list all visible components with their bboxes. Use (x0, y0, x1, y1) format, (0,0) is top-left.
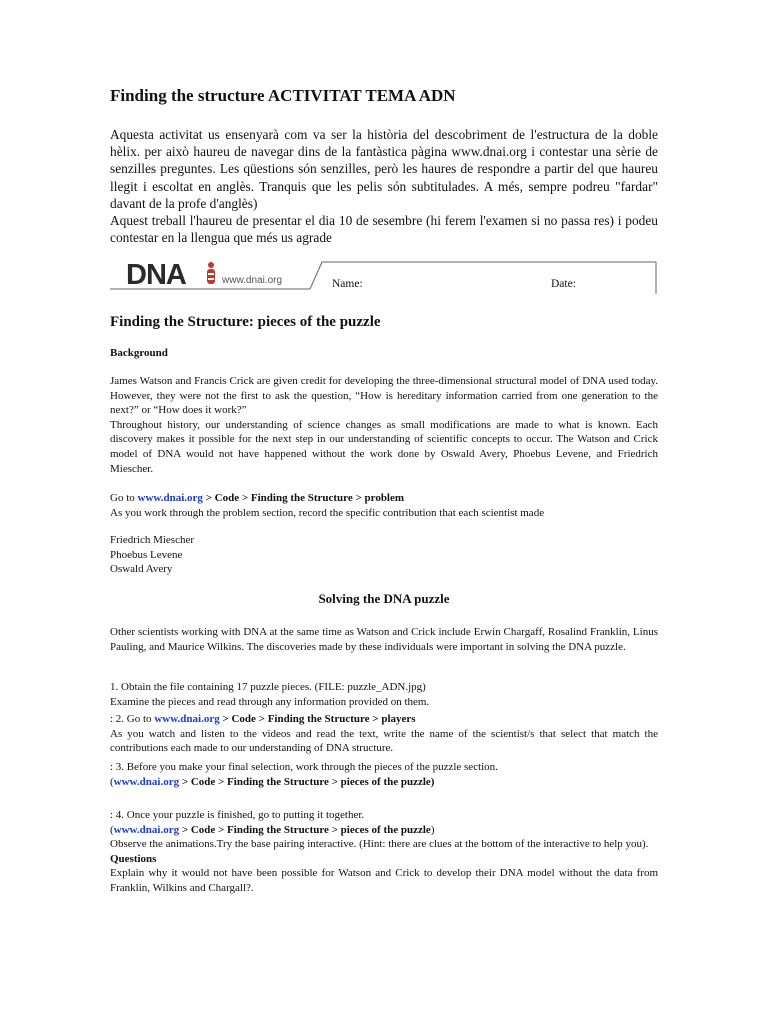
logo-url: www.dnai.org (222, 275, 283, 286)
background-heading: Background (110, 347, 168, 359)
step-4: : 4. Once your puzzle is finished, go to putting it together. (www.dnai.org > Code > Finding the Structure > pieces of the puzzle) Observe the animations.Try the base pairing interactive. (Hint: there are clues at the bottom of the interactive to help you). Questions Explain why it would not have been possible for Watson and Crick to develop their DNA model without the data from Franklin, Wilkins and Chargall?. (110, 809, 658, 894)
worksheet-banner (110, 258, 658, 294)
intro-text (110, 126, 658, 246)
background-paragraph: James Watson and Francis Crick are given credit for developing the three-dimensional structural model of DNA used today. However, they were not the first to ask the question, “How is hereditary information carried from one generation to the next?” or “How does it work?” (110, 375, 658, 417)
list-item: Oswald Avery (110, 563, 173, 576)
dnai-link[interactable]: www.dnai.org (113, 775, 180, 788)
dna-tube-icon (204, 261, 218, 287)
goto-line: Go to www.dnai.org > Code > Finding the Structure > problem (110, 492, 405, 504)
date-label: Date: (551, 278, 576, 290)
list-item: Phoebus Levene (110, 548, 183, 561)
section-heading-pieces: Finding the Structure: pieces of the puzzle (110, 314, 381, 330)
questions-heading: Questions (110, 852, 157, 865)
dnai-logo: DNA (126, 259, 186, 291)
goto-description: As you work through the problem section, record the specific contribution that each scientist made (110, 506, 545, 519)
intro-paragraph: Aquest treball l'haureu de presentar el dia 10 de sesembre (hi ferem l'examen si no passa res) i podeu contestar en la llengua que més us agrade (110, 213, 658, 246)
scientist-list (110, 533, 658, 577)
step-1: 1. Obtain the file containing 17 puzzle pieces. (FILE: puzzle_ADN.jpg) Examine the pieces and read through any information provided on them. (110, 681, 430, 708)
background-paragraph: Throughout history, our understanding of science changes as small modifications are made to what is known. Each discovery makes it possible for the next step in our understanding of scientific concepts to occur. The Watson and Crick model of DNA would not have happened without the work done by Oswald Avery, Phoebus Levene, and Friedrich Miescher. (110, 418, 658, 475)
problem-instructions (110, 491, 658, 520)
section-heading-puzzle: Solving the DNA puzzle (318, 591, 450, 606)
name-label: Name: (332, 278, 363, 290)
puzzle-intro: Other scientists working with DNA at the same time as Watson and Crick include Erwin Chargaff, Rosalind Franklin, Linus Pauling, and Maurice Wilkins. The discoveries made by these individuals were important in solving the DNA puzzle. (110, 626, 658, 653)
dnai-link[interactable]: www.dnai.org (113, 823, 180, 836)
dnai-link[interactable]: www.dnai.org (154, 713, 220, 725)
page-title: Finding the structure ACTIVITAT TEMA ADN (110, 86, 456, 105)
list-item: Friedrich Miescher (110, 534, 194, 546)
question-1: Explain why it would not have been possible for Watson and Crick to develop their DNA model without the data from Franklin, Wilkins and Chargall?. (110, 867, 658, 894)
step-2: : 2. Go to www.dnai.org > Code > Finding the Structure > players As you watch and listen to the videos and read the text, write the name of the scientist/s that select that match the contributions each made to our understanding of DNA structure. (110, 713, 658, 755)
dnai-link[interactable]: www.dnai.org (137, 492, 203, 504)
step-3: : 3. Before you make your final selection, work through the pieces of the puzzle section. (www.dnai.org > Code > Finding the Structure > pieces of the puzzle) (110, 761, 498, 788)
intro-paragraph: Aquesta activitat us ensenyarà com va ser la història del descobriment de l'estructura de la doble hèlix. per això haureu de navegar dins de la fantàstica pàgina www.dnai.org i contestar una sèrie de senzilles preguntes. Les qüestions són senzilles, però les haures de respondre a partir del que haureu llegit i escoltat en anglès. Tranquis que les pelis són subtitulades. A més, sempre podreu "fardar" davant de la profe d'anglès) (110, 127, 658, 211)
background-text (110, 374, 658, 476)
